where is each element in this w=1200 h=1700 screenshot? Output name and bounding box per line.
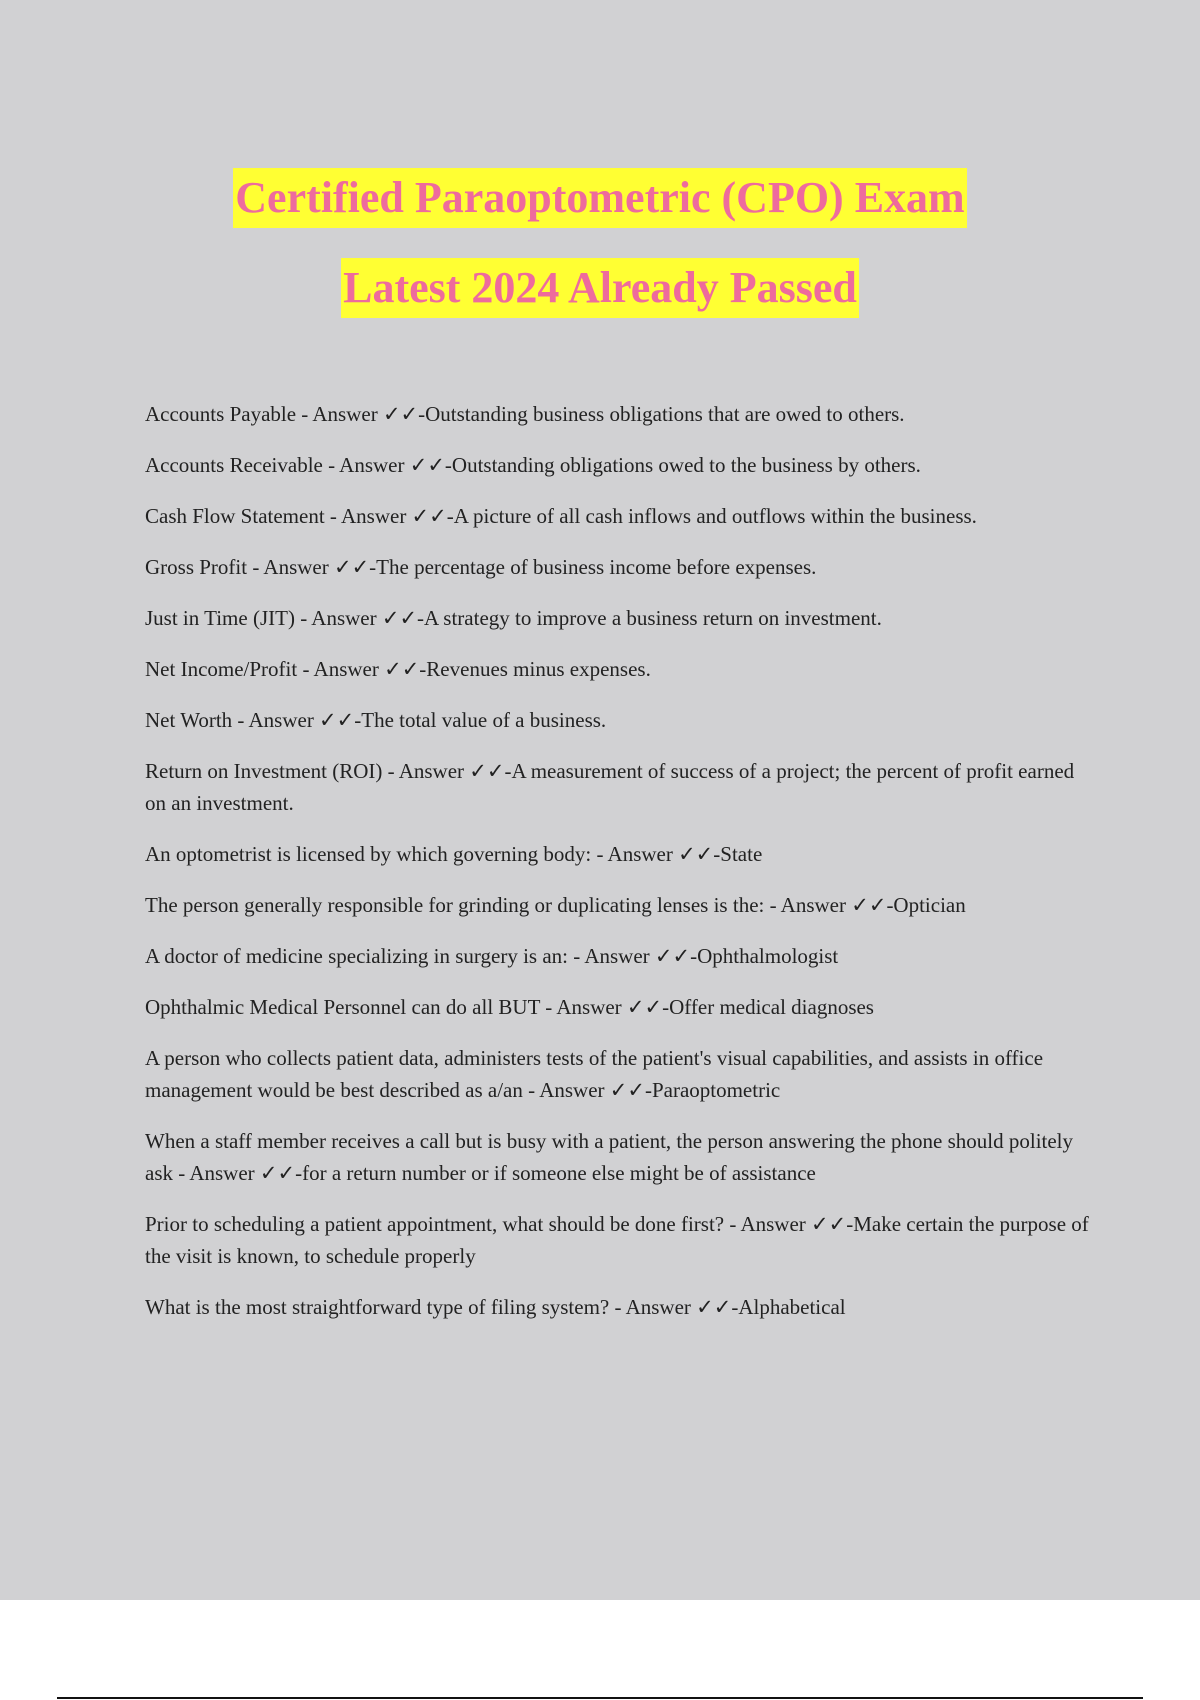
qa-item: Gross Profit - Answer ✓✓-The percentage of business income before expenses. (145, 555, 817, 579)
qa-item: Cash Flow Statement - Answer ✓✓-A picture of all cash inflows and outflows within the business. (145, 504, 977, 528)
qa-item: A doctor of medicine specializing in surgery is an: - Answer ✓✓-Ophthalmologist (145, 944, 839, 968)
qa-item: Net Worth - Answer ✓✓-The total value of a business. (145, 708, 607, 732)
qa-item: Prior to scheduling a patient appointment, what should be done first? - Answer ✓✓-Make certain the purpose of the visit is known, to schedule properly (145, 1212, 1089, 1268)
footer-divider (57, 1697, 1143, 1699)
qa-item: Net Income/Profit - Answer ✓✓-Revenues minus expenses. (145, 657, 651, 681)
qa-item: A person who collects patient data, administers tests of the patient's visual capabilities, and assists in office management would be best described as a/an - Answer ✓✓-Paraoptometric (145, 1046, 1044, 1102)
qa-list (145, 398, 1095, 1342)
qa-item: What is the most straightforward type of filing system? - Answer ✓✓-Alphabetical (145, 1295, 846, 1319)
qa-item: An optometrist is licensed by which governing body: - Answer ✓✓-State (145, 842, 763, 866)
qa-item: The person generally responsible for grinding or duplicating lenses is the: - Answer ✓✓-Optician (145, 893, 966, 917)
qa-item: Return on Investment (ROI) - Answer ✓✓-A measurement of success of a project; the percent of profit earned on an investment. (145, 759, 1075, 815)
qa-item: Accounts Receivable - Answer ✓✓-Outstanding obligations owed to the business by others. (145, 453, 921, 477)
qa-item: Just in Time (JIT) - Answer ✓✓-A strategy to improve a business return on investment. (145, 606, 882, 630)
qa-item: Ophthalmic Medical Personnel can do all BUT - Answer ✓✓-Offer medical diagnoses (145, 995, 874, 1019)
qa-item: Accounts Payable - Answer ✓✓-Outstanding business obligations that are owed to others. (145, 402, 905, 426)
document-title (0, 168, 1200, 318)
qa-item: When a staff member receives a call but is busy with a patient, the person answering the phone should politely ask - Answer ✓✓-for a return number or if someone else might be of assistance (145, 1129, 1074, 1185)
title-line-1: Certified Paraoptometric (CPO) Exam (233, 168, 966, 228)
title-line-2: Latest 2024 Already Passed (341, 258, 859, 318)
